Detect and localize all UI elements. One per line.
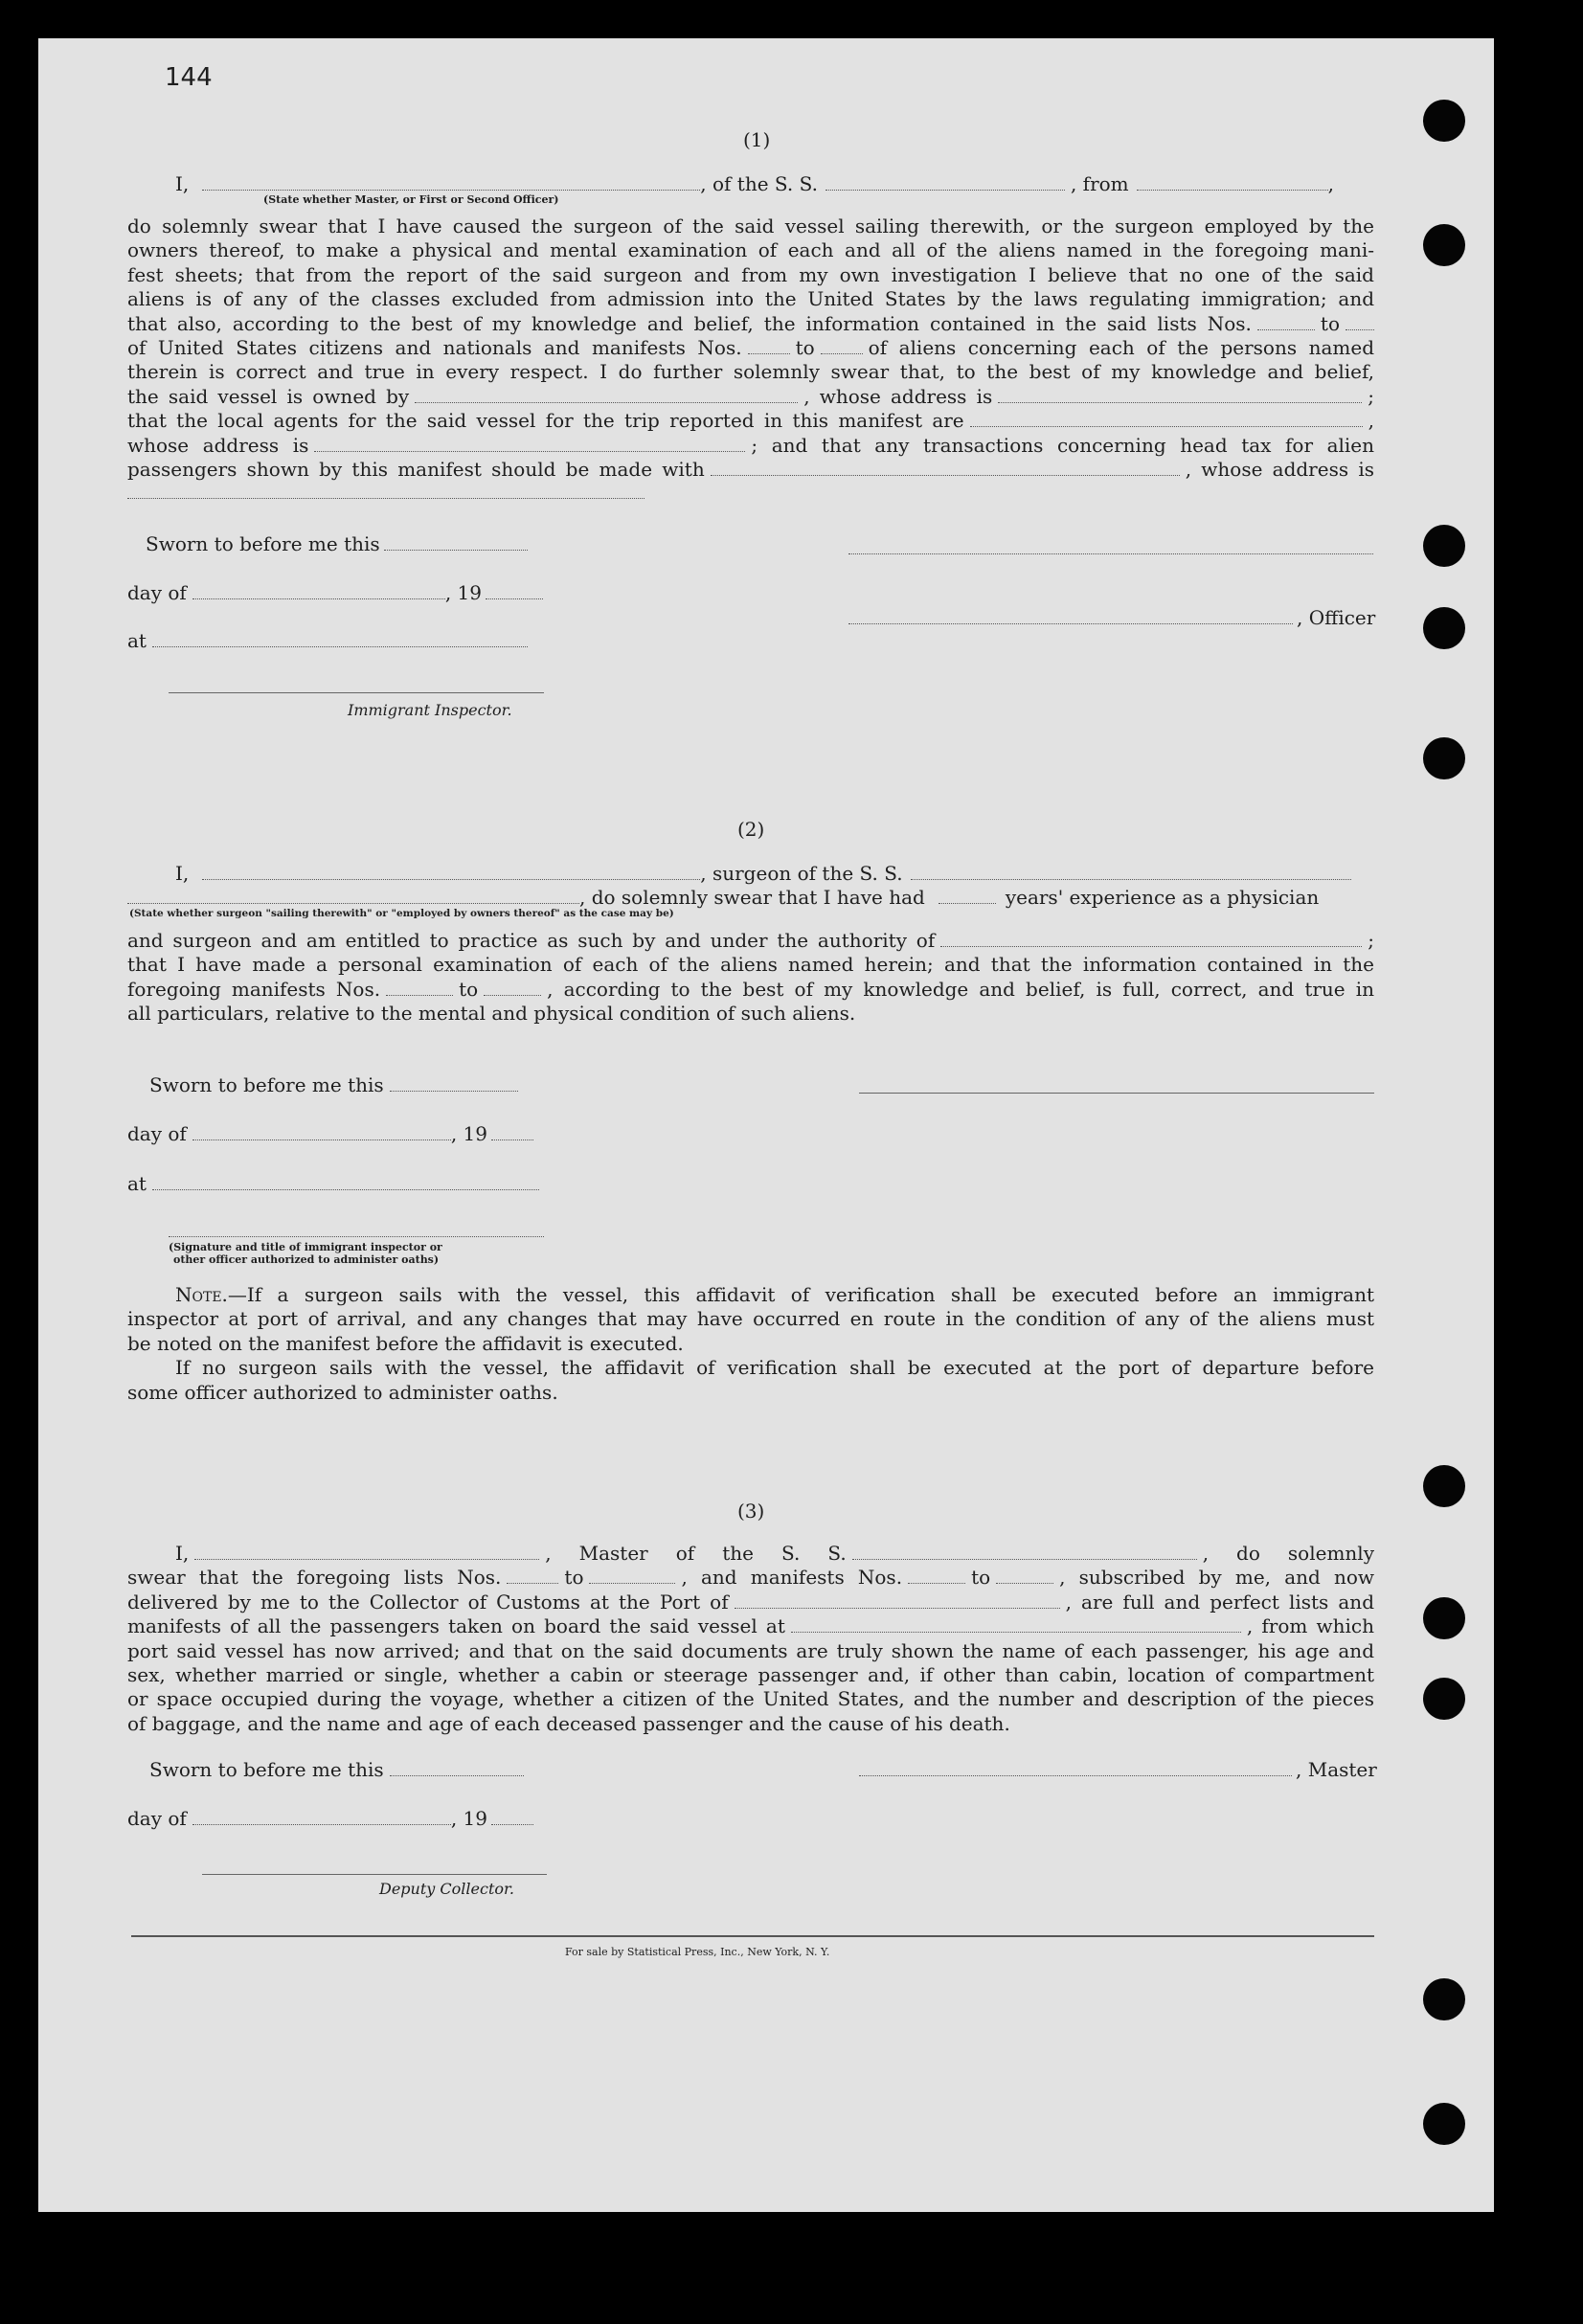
s1-at-line: at: [127, 629, 528, 652]
s2-day-line: day of , 19: [127, 1122, 533, 1145]
s1-day-line: day of , 19: [127, 581, 543, 604]
s2-oath-line-2: , do solemnly swear that I have had years' experience as a physician: [127, 886, 1319, 909]
section-3-heading: (3): [737, 1500, 765, 1523]
s3-master-line: , Master: [859, 1758, 1377, 1781]
binder-hole: [1423, 525, 1465, 567]
s2-at-line: at: [127, 1172, 539, 1195]
master-name-blank: [202, 174, 700, 191]
footer-rule: [131, 1935, 1374, 1937]
s3-sworn-line: Sworn to before me this: [149, 1758, 524, 1781]
binder-hole: [1423, 1978, 1465, 2020]
section-1-heading: (1): [743, 128, 771, 151]
s3-day-line: day of , 19: [127, 1807, 533, 1830]
s2-inspector-signature-line: [169, 1236, 544, 1237]
section-1-text: do solemnly swear that I have caused the surgeon of the said vessel sailing therewith, or the surgeon employed by the owners thereof, to make a physical and mental examination of each and all of the aliens named in the foregoing mani- fest sheets; that from the report of the said surgeon and from my own investigation I believe that no one of the said aliens is of any of the classes excluded from admission into the United States by the laws regulating immigration; and that also, according to the best of my knowledge and belief, the information contained in the said lists Nos. to of United States citizens and nationals and manifests Nos. to of aliens concerning each of the persons named therein is correct and true in every respect. I do further solemnly swear that, to the best of my knowledge and belief, the said vessel is owned by , whose address is ; that the local agents for the said vessel for the trip reported in this manifest are , whose address is ; and that any transactions concerning head tax for alien passengers shown by this manifest should be made with , whose address is: [127, 214, 1375, 482]
binder-hole: [1423, 1597, 1465, 1639]
s2-signature-note-1: (Signature and title of immigrant inspector or: [169, 1241, 442, 1253]
deputy-signature-line: [202, 1874, 547, 1875]
master-note: (State whether Master, or First or Second Officer): [263, 193, 559, 206]
surgeon-note-block: Note.—If a surgeon sails with the vessel, this affidavit of verification shall be executed before an immigrant inspector at port of arrival, and any changes that may have occurred en route in the condition of any of the aliens must be noted on the manifest before the affidavit is executed. If no surgeon sails with the vessel, the affidavit of verification shall be executed at the port of departure before some officer authorized to administer oaths.: [127, 1283, 1374, 1404]
binder-hole: [1423, 1678, 1465, 1720]
s1-officer-line: , Officer: [848, 606, 1375, 629]
footer-imprint: For sale by Statistical Press, Inc., New York, N. Y.: [565, 1946, 830, 1958]
inspector-signature-line: [169, 692, 544, 693]
s2-signature-line: [859, 1093, 1374, 1094]
section-2-heading: (2): [737, 818, 765, 841]
binder-hole: [1423, 100, 1465, 142]
vessel-name-blank: [825, 174, 1065, 191]
section-3-text: I, , Master of the S. S. , do solemnly swear that the foregoing lists Nos. to , and manifests Nos. to , subscribed by me, and now delivered by me to the Collector of Customs at the Port of , are full and perfect lists and manifests of all the passengers taken on board the said vessel at , from which port said vessel has now arrived; and that on the said documents are truly shown the name of each passenger, his age and sex, whether married or single, whether a cabin or steerage passenger and, if other than cabin, location of compartment or space occupied during the voyage, whether a citizen of the United States, and the number and description of the pieces of baggage, and the name and age of each deceased passenger and the cause of his death.: [127, 1542, 1375, 1735]
section-2-text: and surgeon and am entitled to practice as such by and under the authority of ; that I have made a personal examination of each of the aliens named herein; and that the information contained in the foregoing manifests Nos. to , according to the best of my knowledge and belief, is full, correct, and true in all particulars, relative to the mental and physical condition of such aliens.: [127, 929, 1374, 1026]
s1-signature-line: [848, 553, 1373, 554]
s2-oath-line-1: I, , surgeon of the S. S.: [175, 862, 1351, 885]
s2-signature-note-2: other officer authorized to administer oaths): [173, 1253, 440, 1266]
binder-hole: [1423, 1465, 1465, 1507]
handwritten-number: 144: [165, 63, 213, 92]
binder-hole: [1423, 2103, 1465, 2145]
deputy-caption: Deputy Collector.: [379, 1880, 514, 1898]
inspector-caption: Immigrant Inspector.: [348, 701, 512, 719]
s1-oath-line: I, , of the S. S. , from ,: [175, 172, 1334, 195]
binder-hole: [1423, 224, 1465, 266]
s2-sworn-line: Sworn to before me this: [149, 1073, 518, 1096]
surgeon-note: (State whether surgeon "sailing therewith" or "employed by owners thereof" as the case may be): [129, 908, 674, 919]
address-continuation-blank: [127, 498, 645, 499]
port-blank: [1137, 174, 1328, 191]
binder-hole: [1423, 607, 1465, 649]
s1-sworn-line: Sworn to before me this: [146, 532, 528, 555]
binder-hole: [1423, 737, 1465, 779]
